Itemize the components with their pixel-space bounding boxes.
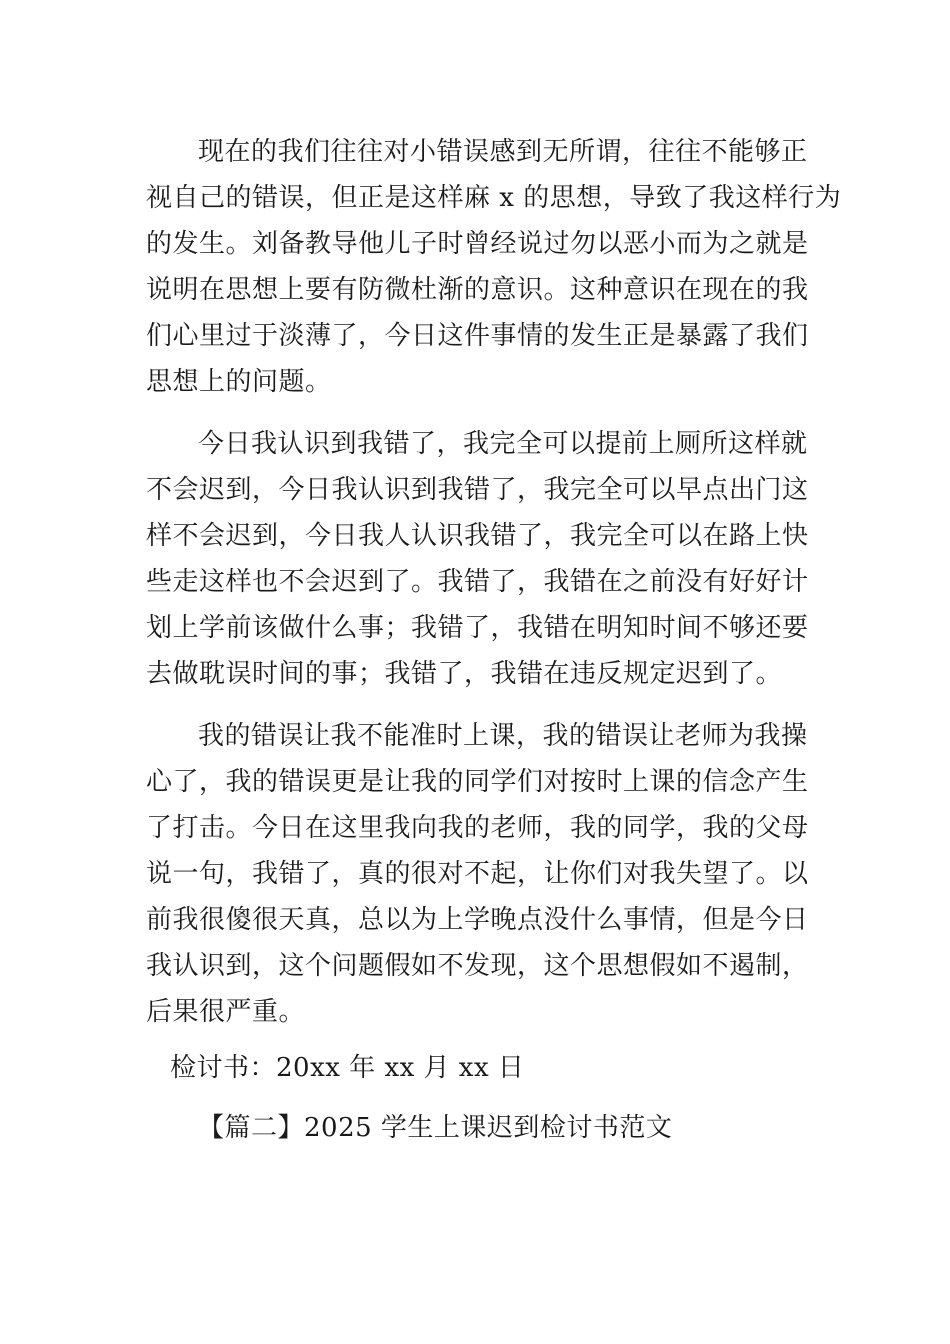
paragraph-3-line-7: 后果很严重。 xyxy=(146,997,306,1027)
paragraph-3-line-1: 我的错误让我不能准时上课，我的错误让老师为我操 xyxy=(198,721,808,751)
paragraph-1-line-4: 说明在思想上要有防微杜渐的意识。这种意识在现在的我 xyxy=(146,275,809,305)
paragraph-2-line-5: 划上学前该做什么事；我错了，我错在明知时间不够还要 xyxy=(146,613,809,643)
paragraph-2-line-4: 些走这样也不会迟到了。我错了，我错在之前没有好好计 xyxy=(146,567,809,597)
signature-date-line: 检讨书：20xx 年 xx 月 xx 日 xyxy=(170,1053,525,1083)
paragraph-1-line-1: 现在的我们往往对小错误感到无所谓，往往不能够正 xyxy=(198,137,808,167)
paragraph-2-line-1: 今日我认识到我错了，我完全可以提前上厕所这样就 xyxy=(198,429,808,459)
paragraph-3-line-2: 心了，我的错误更是让我的同学们对按时上课的信念产生 xyxy=(146,767,809,797)
paragraph-2-line-2: 不会迟到，今日我认识到我错了，我完全可以早点出门这 xyxy=(146,475,809,505)
section-heading: 【篇二】2025 学生上课迟到检讨书范文 xyxy=(198,1113,673,1143)
paragraph-1-line-2: 视自己的错误，但正是这样麻 x 的思想，导致了我这样行为 xyxy=(146,183,842,213)
paragraph-1-line-3: 的发生。刘备教导他儿子时曾经说过勿以恶小而为之就是 xyxy=(146,229,809,259)
paragraph-3-line-6: 我认识到，这个问题假如不发现，这个思想假如不遏制， xyxy=(146,951,809,981)
paragraph-3-line-4: 说一句，我错了，真的很对不起，让你们对我失望了。以 xyxy=(146,859,809,889)
paragraph-2-line-3: 样不会迟到，今日我人认识我错了，我完全可以在路上快 xyxy=(146,521,809,551)
paragraph-3-line-5: 前我很傻很天真，总以为上学晚点没什么事情，但是今日 xyxy=(146,905,809,935)
paragraph-2-line-6: 去做耽误时间的事；我错了，我错在违反规定迟到了。 xyxy=(146,659,783,689)
paragraph-3-line-3: 了打击。今日在这里我向我的老师，我的同学，我的父母 xyxy=(146,813,809,843)
paragraph-1-line-5: 们心里过于淡薄了，今日这件事情的发生正是暴露了我们 xyxy=(146,321,809,351)
paragraph-1-line-6: 思想上的问题。 xyxy=(146,367,332,397)
